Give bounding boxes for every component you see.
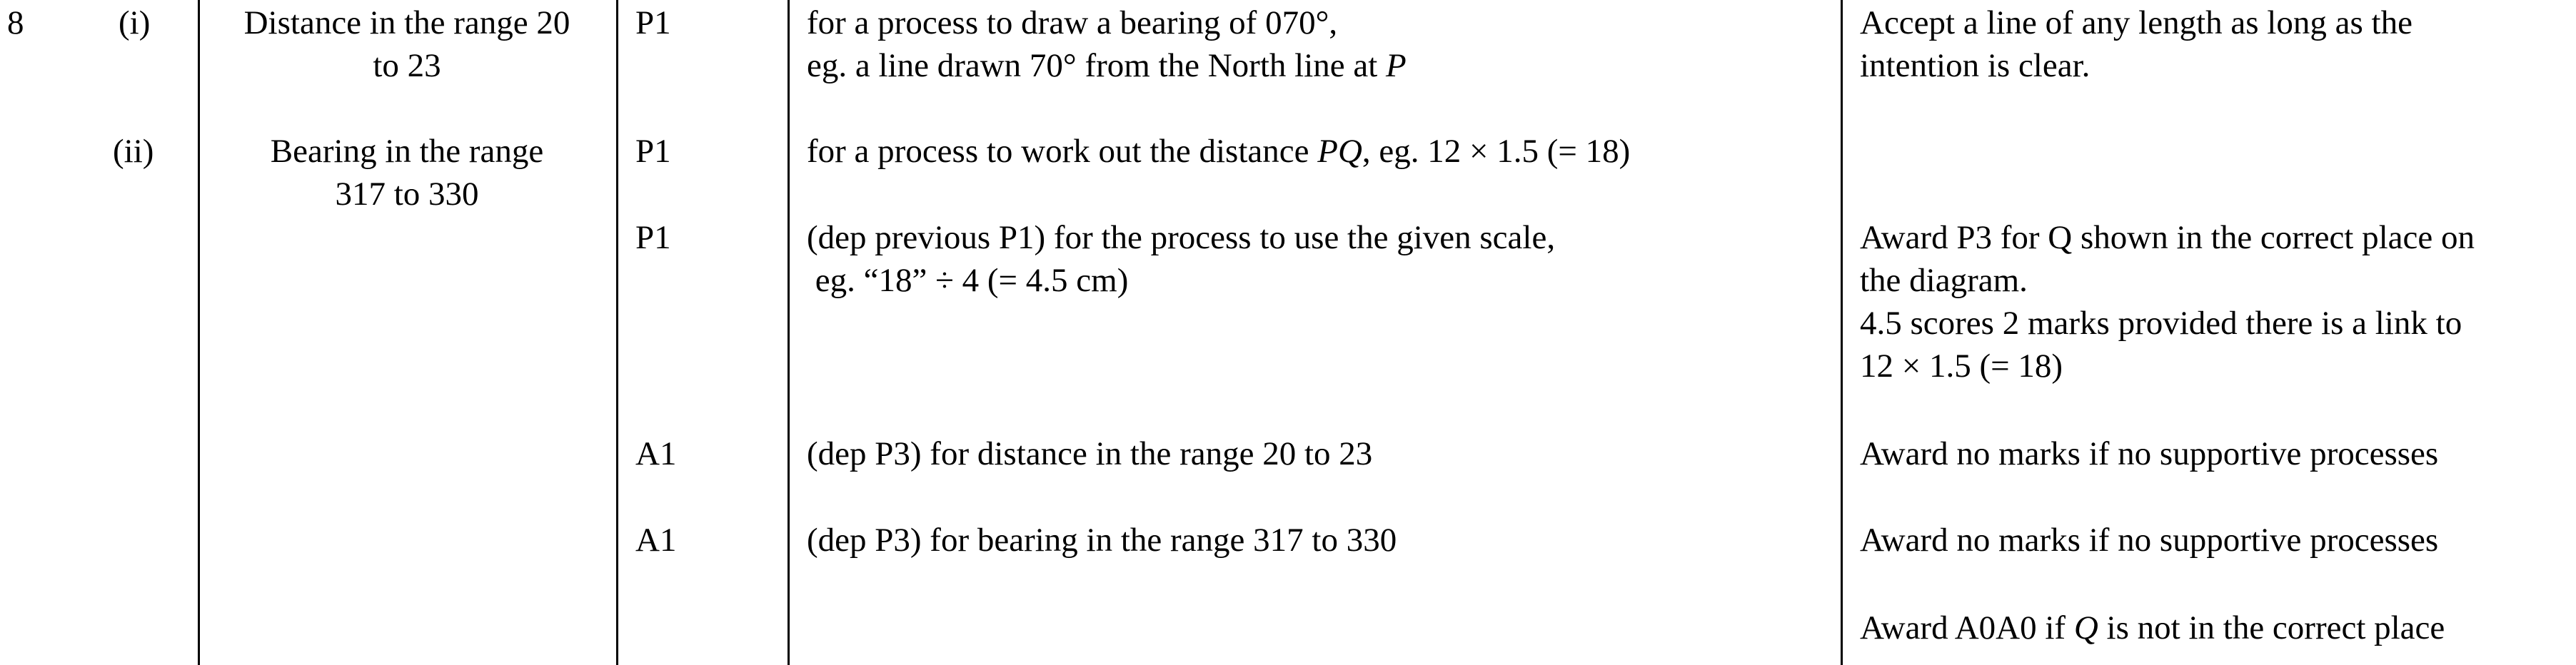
- answer-line: Bearing in the range: [270, 133, 544, 170]
- mark-code: A1: [635, 522, 677, 559]
- answer-line: to 23: [373, 47, 441, 84]
- notes-row-2: [807, 130, 1630, 173]
- notes-row-3: [807, 216, 1555, 302]
- part-label-ii: (ii): [113, 133, 154, 170]
- answer-line: 317 to 330: [335, 176, 479, 213]
- notes-line: (dep previous P1) for the process to use the given scale,: [807, 219, 1556, 256]
- mark-code: A1: [635, 435, 677, 472]
- column-rule-mark: [616, 0, 618, 665]
- notes-line: for a process to work out the distance PQ, eg. 12 × 1.5 (= 18): [807, 133, 1631, 170]
- guidance-line: 4.5 scores 2 marks provided there is a link to: [1860, 305, 2462, 342]
- answer-part-ii: [200, 130, 614, 215]
- guidance-line: 12 × 1.5 (= 18): [1860, 347, 2063, 385]
- mark-code: P1: [635, 133, 671, 170]
- guidance-row-4: [1860, 432, 2438, 475]
- guidance-line: the diagram.: [1860, 262, 2028, 299]
- answer-line: Distance in the range 20: [243, 4, 570, 41]
- notes-line: eg. a line drawn 70° from the North line at P: [807, 47, 1407, 84]
- notes-row-5: [807, 519, 1397, 562]
- guidance-row-1: [1860, 1, 2413, 87]
- guidance-line: Award no marks if no supportive processes: [1860, 435, 2439, 472]
- notes-line: (dep P3) for bearing in the range 317 to 330: [807, 522, 1397, 559]
- guidance-line: Award no marks if no supportive processes: [1860, 522, 2439, 559]
- guidance-line: Award P3 for Q shown in the correct place on: [1860, 219, 2475, 256]
- mark-code: P1: [635, 219, 671, 256]
- guidance-line: Award A0A0 if Q is not in the correct place: [1860, 609, 2445, 646]
- guidance-row-3: [1860, 216, 2475, 387]
- notes-line: (dep P3) for distance in the range 20 to 23: [807, 435, 1373, 472]
- column-rule-answer: [198, 0, 200, 665]
- answer-part-i: [200, 1, 614, 87]
- notes-row-4: [807, 432, 1372, 475]
- mark-code: P1: [635, 4, 671, 41]
- guidance-line: Accept a line of any length as long as the: [1860, 4, 2413, 41]
- notes-row-1: [807, 1, 1407, 87]
- column-rule-guidance: [1841, 0, 1843, 665]
- part-label-i: (i): [119, 4, 151, 41]
- question-number: 8: [7, 4, 24, 41]
- guidance-row-5: [1860, 519, 2438, 562]
- notes-line: for a process to draw a bearing of 070°,: [807, 4, 1338, 41]
- notes-line: eg. “18” ÷ 4 (= 4.5 cm): [807, 262, 1129, 299]
- column-rule-notes: [788, 0, 790, 665]
- guidance-line: intention is clear.: [1860, 47, 2091, 84]
- guidance-row-6: [1860, 606, 2445, 649]
